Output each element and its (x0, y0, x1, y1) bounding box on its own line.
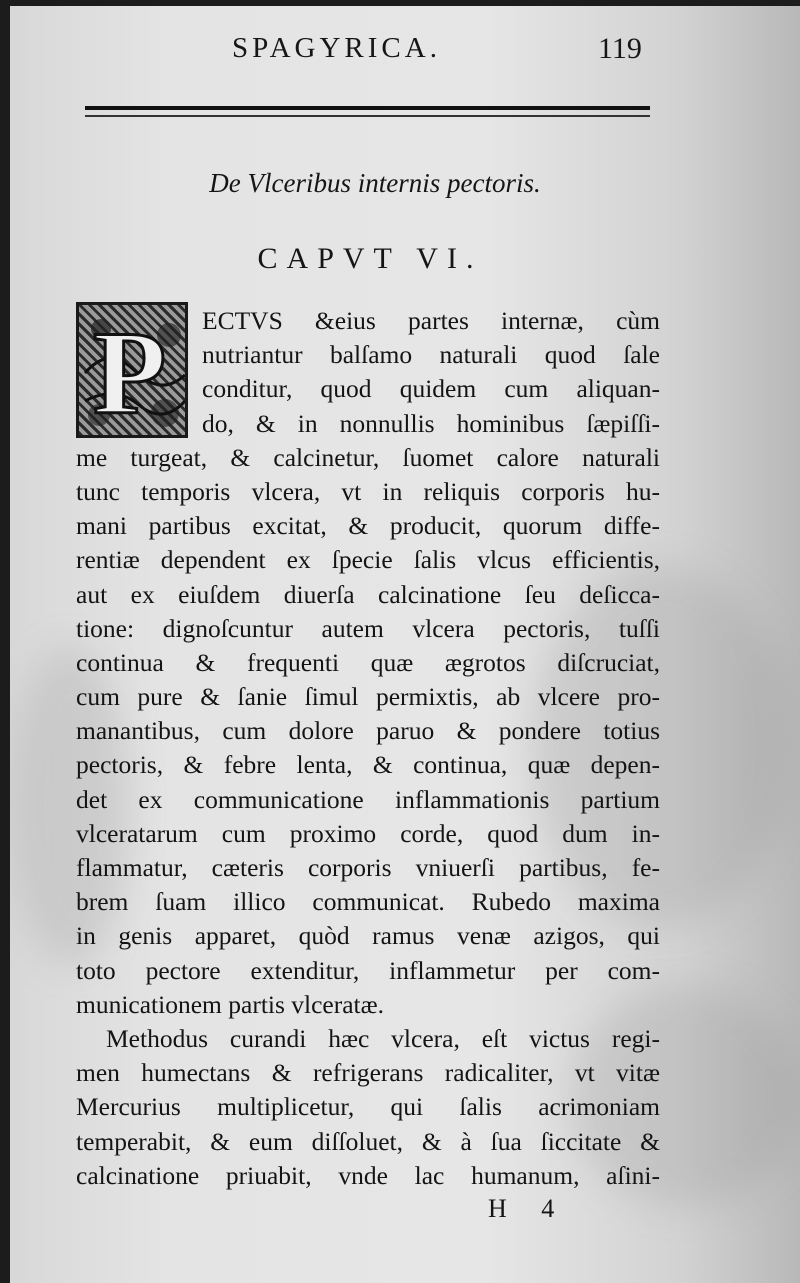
text-line: cum pure & ſanie ſimul permixtis, ab vlcere pro- (76, 682, 660, 712)
text-line: manantibus, cum dolore paruo & pondere totius (76, 716, 660, 746)
text-line: Mercurius multiplicetur, qui ſalis acrimoniam (76, 1092, 660, 1122)
drop-cap-letter: P (93, 306, 167, 438)
header-rule-thin (85, 115, 650, 117)
text-line: do, & in nonnullis hominibus ſæpiſſi- (202, 408, 660, 438)
text-line: rentiæ dependent ex ſpecie ſalis vlcus efficientis, (76, 545, 660, 575)
text-line: calcinatione priuabit, vnde lac humanum, aſini- (76, 1160, 660, 1190)
text-line: vlceratarum cum proximo corde, quod dum in- (76, 818, 660, 848)
running-title: SPAGYRICA. (232, 32, 441, 64)
text-line: Methodus curandi hæc vlcera, eſt victus regi- (106, 1023, 660, 1053)
text-line: det ex communicatione inflammationis partium (76, 784, 660, 814)
header-rule (85, 106, 650, 110)
text-line: conditur, quod quidem cum aliquan- (202, 374, 660, 404)
text-line: me turgeat, & calcinetur, ſuomet calore naturali (76, 442, 660, 472)
body-text (76, 304, 660, 1193)
text-line: municationem partis vlceratæ. (76, 989, 385, 1019)
page-number: 119 (598, 32, 642, 65)
text-line: tunc temporis vlcera, vt in reliquis corporis hu- (76, 476, 660, 506)
page-header (10, 32, 800, 82)
text-line: nutriantur balſamo naturali quod ſale (202, 340, 660, 370)
chapter-title: CAPVT VI. (257, 242, 483, 275)
text-line: mani partibus excitat, & producit, quorum diffe- (76, 511, 660, 541)
text-line: men humectans & refrigerans radicaliter, vt vitæ (76, 1058, 660, 1088)
text-line: temperabit, & eum diſſoluet, & à ſua ſiccitate & (76, 1126, 660, 1156)
signature-mark: H 4 (488, 1194, 569, 1223)
text-line: pectoris, & febre lenta, & continua, quæ depen- (76, 750, 660, 780)
text-line: brem ſuam illico communicat. Rubedo maxima (76, 887, 660, 917)
text-line: continua & frequenti quæ ægrotos diſcruciat, (76, 647, 660, 677)
text-line: toto pectore extenditur, inflammetur per com- (76, 955, 660, 985)
text-line: in genis apparet, quòd ramus venæ azigos, qui (76, 921, 660, 951)
text-line: ECTVS &eius partes internæ, cùm (202, 306, 660, 335)
text-line: tione: dignoſcuntur autem vlcera pectoris, tuſſi (76, 613, 660, 643)
text-line: flammatur, cæteris corporis vniuerſi partibus, fe- (76, 853, 660, 882)
section-title: De Vlceribus internis pectoris. (209, 168, 541, 198)
text-line: aut ex eiuſdem diuerſa calcinatione ſeu deſicca- (76, 579, 660, 609)
book-page (10, 6, 800, 1283)
